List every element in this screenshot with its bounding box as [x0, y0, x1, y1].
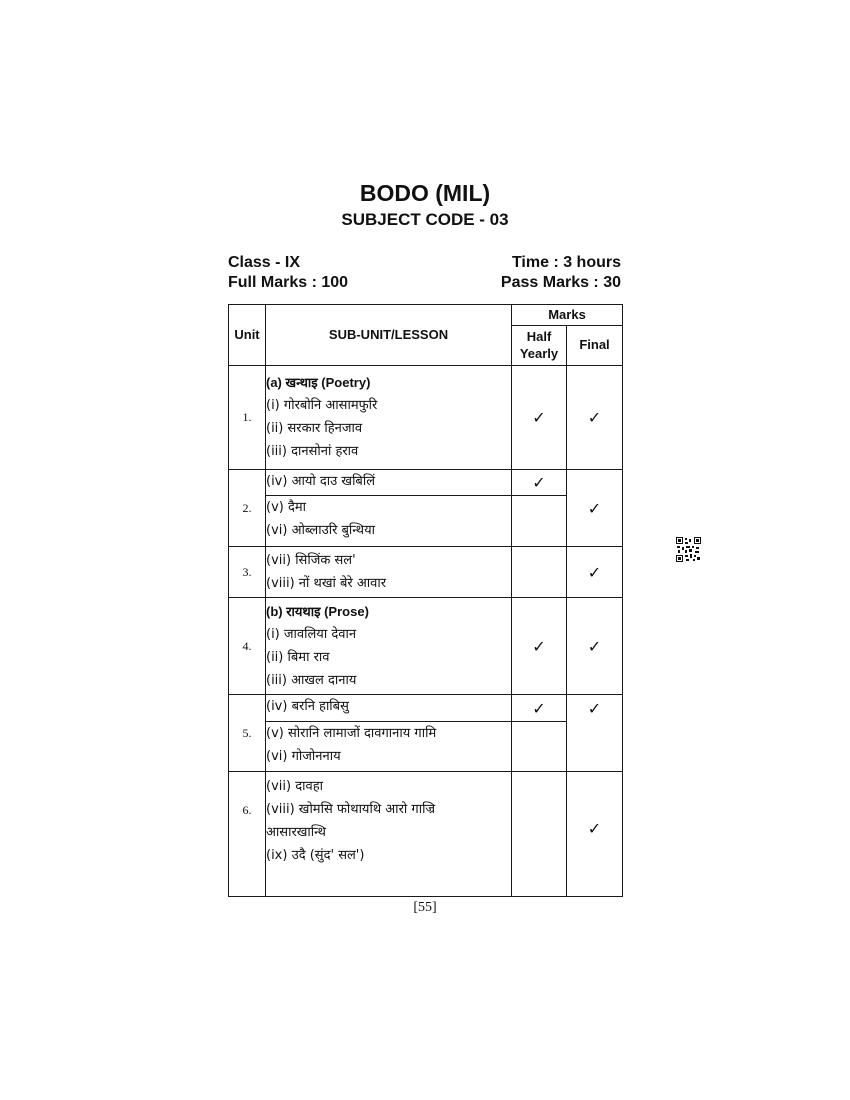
table-row	[229, 547, 623, 598]
lesson-cell	[266, 695, 512, 722]
pass-marks-label: Pass Marks : 30	[500, 274, 621, 291]
section-heading: (b) रायथाइ (Prose)	[266, 604, 369, 619]
lesson-cell	[266, 470, 512, 496]
header-final: Final	[567, 326, 623, 366]
unit-number: 6.	[229, 772, 266, 897]
lesson-line: (vii) दावहा	[266, 779, 323, 794]
meta-row-1	[228, 254, 621, 272]
lesson-line: (iii) आखल दानाय	[266, 673, 357, 688]
lesson-line: (ix) उदै (सुंद' सल')	[266, 848, 365, 863]
check-icon: ✓	[512, 598, 567, 695]
check-icon: ✓	[512, 366, 567, 470]
lesson-line: (vi) गोजोननाय	[266, 749, 341, 764]
empty-mark-cell	[512, 722, 567, 772]
unit-number: 3.	[229, 547, 266, 598]
lesson-line: (vi) ओब्लाउरि बुन्थिया	[266, 523, 375, 538]
check-icon: ✓	[567, 366, 623, 470]
lesson-line: (i) जावलिया देवान	[266, 627, 357, 642]
unit-number: 5.	[229, 695, 266, 772]
lesson-line: (ii) सरकार हिनजाव	[266, 421, 363, 436]
check-icon: ✓	[512, 695, 567, 722]
class-label: Class - IX	[228, 254, 301, 271]
lesson-line: (ii) बिमा राव	[266, 650, 330, 665]
check-icon: ✓	[567, 547, 623, 598]
syllabus-table	[228, 304, 623, 897]
table-row	[229, 695, 623, 722]
empty-mark-cell	[567, 722, 623, 772]
header-marks: Marks	[512, 305, 623, 326]
table-row	[229, 772, 623, 897]
table-row	[229, 496, 623, 547]
unit-number: 2.	[229, 470, 266, 547]
check-icon: ✓	[567, 695, 623, 722]
lesson-line: (iii) दानसोनां हराव	[266, 444, 359, 459]
header-lesson: SUB-UNIT/LESSON	[266, 305, 512, 366]
page-number: [55]	[413, 900, 437, 915]
lesson-line: (iv) आयो दाउ खबिलिं	[266, 474, 376, 489]
unit-number: 1.	[229, 366, 266, 470]
lesson-line: (i) गोरबोनि आसामफुरि	[266, 398, 378, 413]
lesson-line: (v) दैमा	[266, 500, 307, 515]
section-heading: (a) खन्थाइ (Poetry)	[266, 375, 371, 390]
unit-number: 4.	[229, 598, 266, 695]
document-title: BODO (MIL)	[359, 180, 491, 206]
lesson-cell	[266, 547, 512, 598]
check-icon: ✓	[512, 470, 567, 496]
full-marks-label: Full Marks : 100	[228, 274, 349, 291]
lesson-line: (vii) सिजिंक सल'	[266, 553, 356, 568]
table-row	[229, 470, 623, 496]
lesson-cell	[266, 366, 512, 470]
time-label: Time : 3 hours	[511, 254, 621, 271]
lesson-cell	[266, 496, 512, 547]
header-half-yearly: Half Yearly	[512, 326, 567, 366]
check-icon: ✓	[567, 598, 623, 695]
subject-code: SUBJECT CODE - 03	[341, 210, 509, 229]
lesson-cell	[266, 722, 512, 772]
lesson-line: आसारखान्थि	[266, 825, 326, 840]
lesson-line: (v) सोरानि लामाजों दावगानाय गामि	[266, 726, 437, 741]
qr-code-icon	[676, 537, 701, 562]
check-icon: ✓	[567, 772, 623, 897]
table-row	[229, 722, 623, 772]
lesson-cell	[266, 772, 512, 897]
meta-row-2	[228, 274, 621, 292]
empty-mark-cell	[512, 772, 567, 897]
table-row	[229, 598, 623, 695]
lesson-cell	[266, 598, 512, 695]
header-unit: Unit	[229, 305, 266, 366]
table-row	[229, 366, 623, 470]
lesson-line: (viii) खोमसि फोथायथि आरो गाज्रि	[266, 802, 436, 817]
lesson-line: (iv) बरनि हाबिसु	[266, 699, 349, 714]
lesson-line: (viii) नों थखां बेरे आवार	[266, 576, 387, 591]
empty-mark-cell	[512, 496, 567, 547]
check-icon: ✓	[567, 470, 623, 547]
empty-mark-cell	[512, 547, 567, 598]
